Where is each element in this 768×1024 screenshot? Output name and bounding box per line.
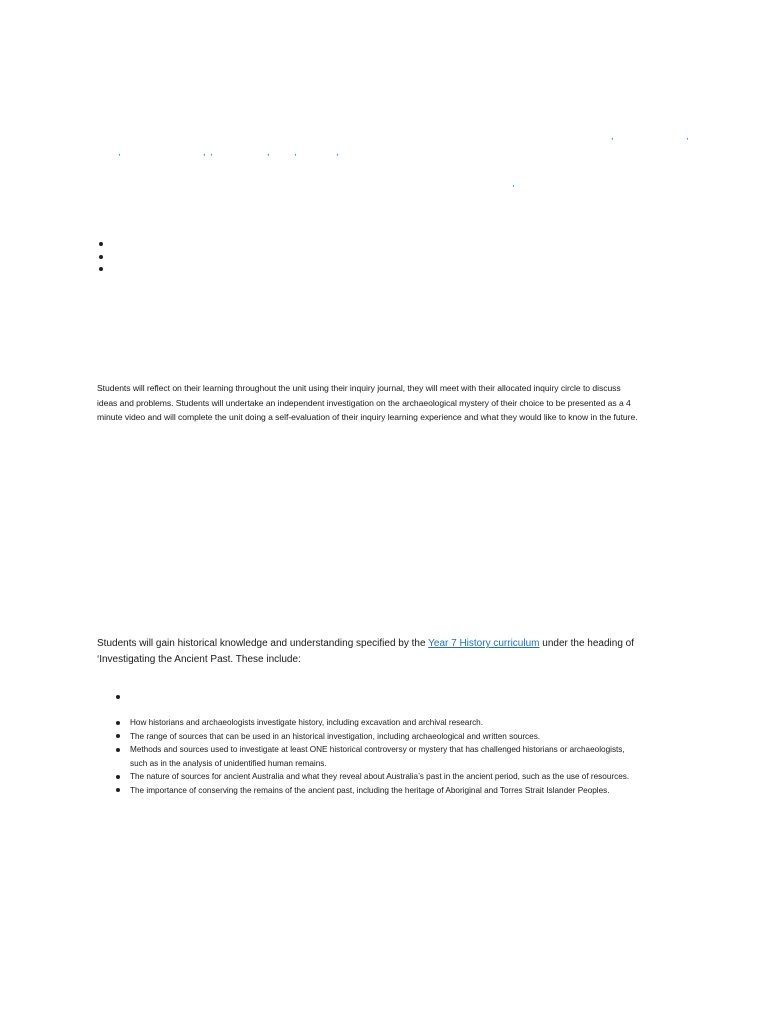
empty-bullet — [116, 695, 120, 699]
reflection-paragraph — [97, 381, 707, 425]
stray-mark: ‚ — [336, 148, 339, 158]
list-item: The importance of conserving the remains of the ancient past, including the heritage of Aboriginal and Torres Strait Islander Peoples. — [112, 784, 712, 798]
list-item — [112, 743, 712, 770]
reflection-line-2: ideas and problems. Students will undertake an independent investigation on the archaeological mystery of their choice to be presented as a 4 — [97, 397, 631, 408]
list-item-line: such as in the analysis of unidentified human remains. — [130, 758, 327, 768]
list-item-line: Methods and sources used to investigate at least ONE historical controversy or mystery that has challenged historians or archaeologists, — [130, 745, 625, 755]
reflection-line-1: Students will reflect on their learning throughout the unit using their inquiry journal, they will meet with their allocated inquiry circle to discuss — [97, 383, 621, 393]
curriculum-link[interactable]: Year 7 History curriculum — [428, 638, 540, 649]
knowledge-text-before-link: Students will gain historical knowledge and understanding specified by the — [97, 638, 429, 649]
empty-bullet — [99, 255, 103, 259]
empty-bullet — [99, 267, 103, 271]
stray-mark: ‚ — [512, 179, 515, 189]
knowledge-paragraph — [97, 636, 697, 668]
stray-mark: ‚ — [267, 148, 270, 158]
stray-mark: ‚ — [210, 148, 213, 158]
content-points-list — [112, 716, 712, 798]
stray-mark: ‚ — [611, 132, 614, 142]
reflection-line-3: minute video and will complete the unit doing a self-evaluation of their inquiry learning experience and what they would like to know in the future. — [97, 412, 638, 422]
stray-mark: ‚ — [118, 148, 121, 158]
list-item: The range of sources that can be used in an historical investigation, including archaeological and written sources. — [112, 730, 712, 744]
knowledge-line-2: ‘Investigating the Ancient Past. These include: — [97, 654, 301, 665]
list-item: The nature of sources for ancient Australia and what they reveal about Australia’s past in the ancient period, such as the use of resources. — [112, 770, 712, 784]
stray-mark: ‚ — [294, 148, 297, 158]
stray-mark: ‚ — [203, 148, 206, 158]
stray-mark: ‚ — [686, 132, 689, 142]
list-item: How historians and archaeologists investigate history, including excavation and archival research. — [112, 716, 712, 730]
empty-bullet — [99, 242, 103, 246]
knowledge-line-1 — [97, 636, 697, 652]
knowledge-text-after-link: under the heading of — [539, 638, 635, 649]
